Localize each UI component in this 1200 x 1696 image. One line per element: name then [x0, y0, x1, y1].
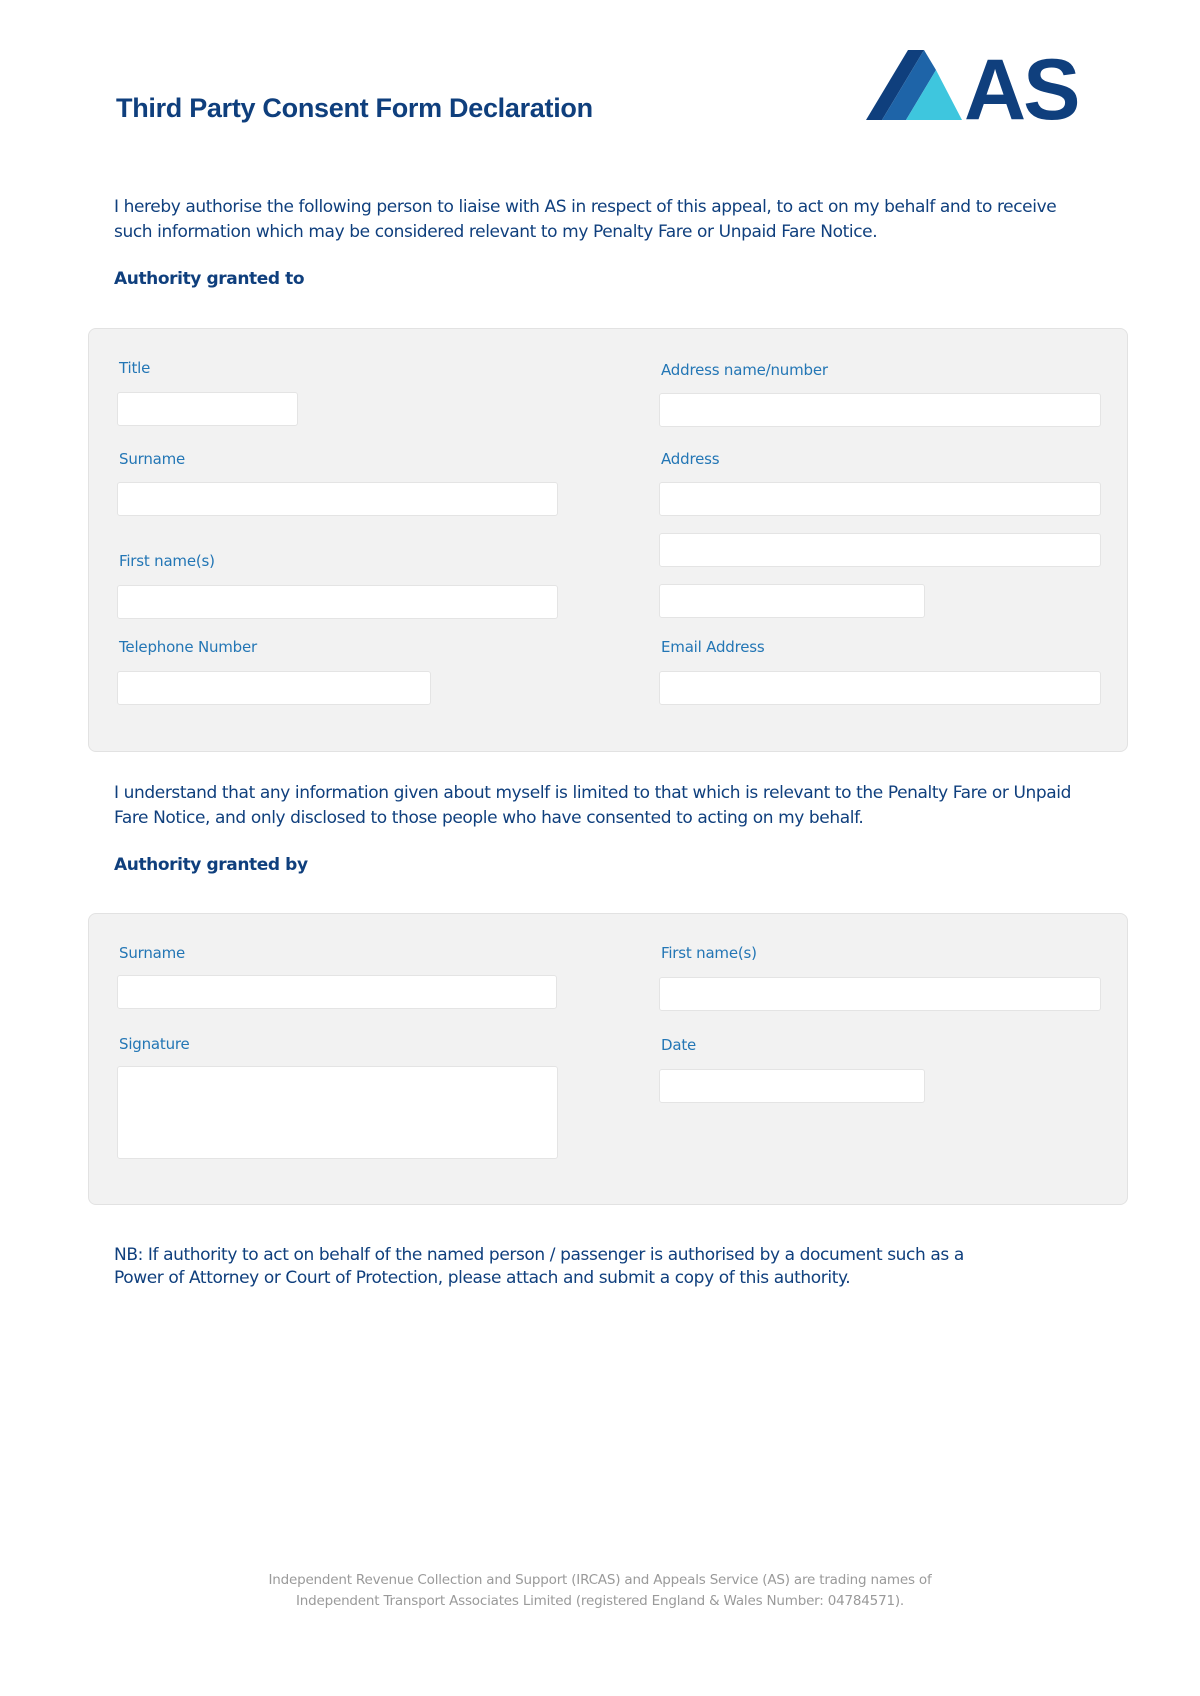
first-names-field[interactable]: [117, 585, 558, 619]
understanding-paragraph: I understand that any information given about myself is limited to that which is relevant to the Penalty Fare or Unpaid Fare Notice, and only disclosed to those people who have consented to acting on my behalf.: [114, 783, 1072, 828]
surname-label: Surname: [119, 450, 186, 468]
address-name-number-field[interactable]: [659, 393, 1101, 427]
date-field[interactable]: [659, 1069, 925, 1103]
grantor-first-names-field[interactable]: [659, 977, 1101, 1011]
nb-paragraph: NB: If authority to act on behalf of the named person / passenger is authorised by a document such as a Power of Attorney or Court of Protection, please attach and submit a copy of this authority.: [114, 1245, 964, 1288]
grantor-first-names-label: First name(s): [661, 944, 757, 962]
telephone-label: Telephone Number: [119, 638, 258, 656]
granted-by-panel: [88, 913, 1128, 1205]
footer: [0, 1570, 1200, 1612]
footer-line-2: Independent Transport Associates Limited (registered England & Wales Number: 04784571).: [295, 1593, 905, 1609]
logo-text: AS: [964, 50, 1078, 130]
address-line1-field[interactable]: [659, 482, 1101, 516]
intro-paragraph: I hereby authorise the following person to liaise with AS in respect of this appeal, to act on my behalf and to receive such information which may be considered relevant to my Penalty Fare or Unpaid Fare Notice.: [114, 197, 1057, 242]
authority-granted-to-heading: Authority granted to: [114, 269, 305, 289]
address-line2-field[interactable]: [659, 533, 1101, 567]
signature-label: Signature: [119, 1035, 190, 1053]
email-field[interactable]: [659, 671, 1101, 705]
granted-to-panel: [88, 328, 1128, 752]
title-label: Title: [119, 359, 151, 377]
email-label: Email Address: [661, 638, 765, 656]
address-label: Address: [661, 450, 720, 468]
footer-line-1: Independent Revenue Collection and Support (IRCAS) and Appeals Service (AS) are trading names of: [268, 1572, 932, 1588]
telephone-field[interactable]: [117, 671, 431, 705]
date-label: Date: [661, 1036, 697, 1054]
signature-field[interactable]: [117, 1066, 558, 1159]
address-name-number-label: Address name/number: [661, 361, 828, 379]
title-field[interactable]: [117, 392, 298, 426]
authority-granted-by-heading: Authority granted by: [114, 855, 308, 875]
first-names-label: First name(s): [119, 552, 215, 570]
page-title: Third Party Consent Form Declaration: [116, 93, 593, 123]
grantor-surname-label: Surname: [119, 944, 186, 962]
address-line3-field[interactable]: [659, 584, 925, 618]
surname-field[interactable]: [117, 482, 558, 516]
as-logo: [866, 50, 1086, 130]
grantor-surname-field[interactable]: [117, 975, 557, 1009]
